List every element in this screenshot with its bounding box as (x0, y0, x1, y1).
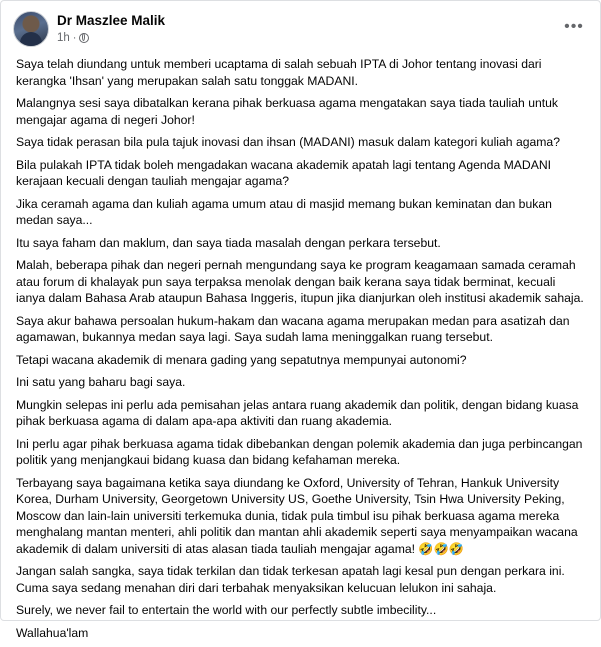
post-meta (57, 32, 89, 44)
post-paragraph: Saya telah diundang untuk memberi ucaptama di salah sebuah IPTA di Johor tentang inovasi dari kerangka 'Ihsan' yang merupakan salah satu tonggak MADANI. (16, 57, 542, 88)
post-paragraph: Ini perlu agar pihak berkuasa agama tidak dibebankan dengan polemik akademia dan juga perbincangan politik yang menjangkaui bidang kuasa dan bidang kefahaman mereka. (16, 436, 583, 467)
post-paragraph: Mungkin selepas ini perlu ada pemisahan jelas antara ruang akademik dan politik, dengan bidang kuasa pihak berkuasa agama di dalam apa-apa aktiviti dan ruang akademia. (16, 397, 579, 428)
post-paragraph: Surely, we never fail to entertain the world with our perfectly subtle imbecility... (16, 603, 437, 617)
post-paragraph: Bila pulakah IPTA tidak boleh mengadakan wacana akademik apatah lagi tentang Agenda MADANI kerajaan kecuali dengan tauliah mengajar agama? (16, 157, 552, 188)
avatar[interactable] (13, 11, 49, 47)
post-header (13, 11, 588, 51)
post-paragraph: Itu saya faham dan maklum, dan saya tiada masalah dengan perkara tersebut. (16, 235, 441, 250)
more-options-icon[interactable]: ••• (564, 18, 584, 35)
post-paragraph: Terbayang saya bagaimana ketika saya diundang ke Oxford, University of Tehran, Hankuk University Korea, Durham University, Georgetown University US, Goethe University, Tsin Hwa University Peking, Moscow dan lain-lain universiti terkemuka dunia, tidak pula timbul isu pihak berkuasa agama mereka menghalang mantan menteri, ahli politik dan mantan ahli akademik seperti saya menyampaikan wacana akademik di dalam universiti di atas alasan tiada tauliah mengajar agama! 🤣🤣🤣 (16, 475, 578, 556)
post-paragraph: Malah, beberapa pihak dan negeri pernah mengundang saya ke program keagamaan samada ceramah atau forum di khalayak pun saya terpaksa menolak dengan baik kerana saya tidak berminat, kecuali ianya dalam Bahasa Arab ataupun Bahasa Inggeris, itupun jika dianjurkan oleh institusi akademik sahaja. (16, 258, 584, 305)
post-paragraph: Tetapi wacana akademik di menara gading yang sepatutnya mempunyai autonomi? (16, 352, 467, 367)
post-paragraph: Ini satu yang baharu bagi saya. (16, 375, 186, 389)
post-paragraph: Saya akur bahawa persoalan hukum-hakam dan wacana agama merupakan medan para asatizah dan agamawan, bukannya medan saya lagi. Saya sudah lama meninggalkan ruang tersebut. (16, 313, 570, 344)
separator-dot: · (72, 32, 77, 44)
author-name[interactable]: Dr Maszlee Malik (57, 13, 166, 28)
post-paragraph: Malangnya sesi saya dibatalkan kerana pihak berkuasa agama mengatakan saya tiada tauliah untuk mengajar agama di negeri Johor! (16, 96, 559, 127)
post-paragraph: Jika ceramah agama dan kuliah agama umum atau di masjid memang bukan keminatan dan bukan medan saya... (16, 196, 552, 227)
post-paragraph: Wallahua'lam (16, 625, 89, 640)
post-paragraph: Jangan salah sangka, saya tidak terkilan dan tidak terkesan apatah lagi kesal pun dengan perkara ini. Cuma saya sedang menahan diri dari terbahak menyaksikan kelucuan lelukon ini sahaja. (16, 564, 565, 595)
post-paragraph: Saya tidak perasan bila pula tajuk inovasi dan ihsan (MADANI) masuk dalam kategori kuliah agama? (16, 135, 560, 149)
post-body (16, 56, 586, 647)
post-time[interactable]: 1h (57, 32, 70, 44)
globe-icon[interactable] (79, 33, 89, 43)
